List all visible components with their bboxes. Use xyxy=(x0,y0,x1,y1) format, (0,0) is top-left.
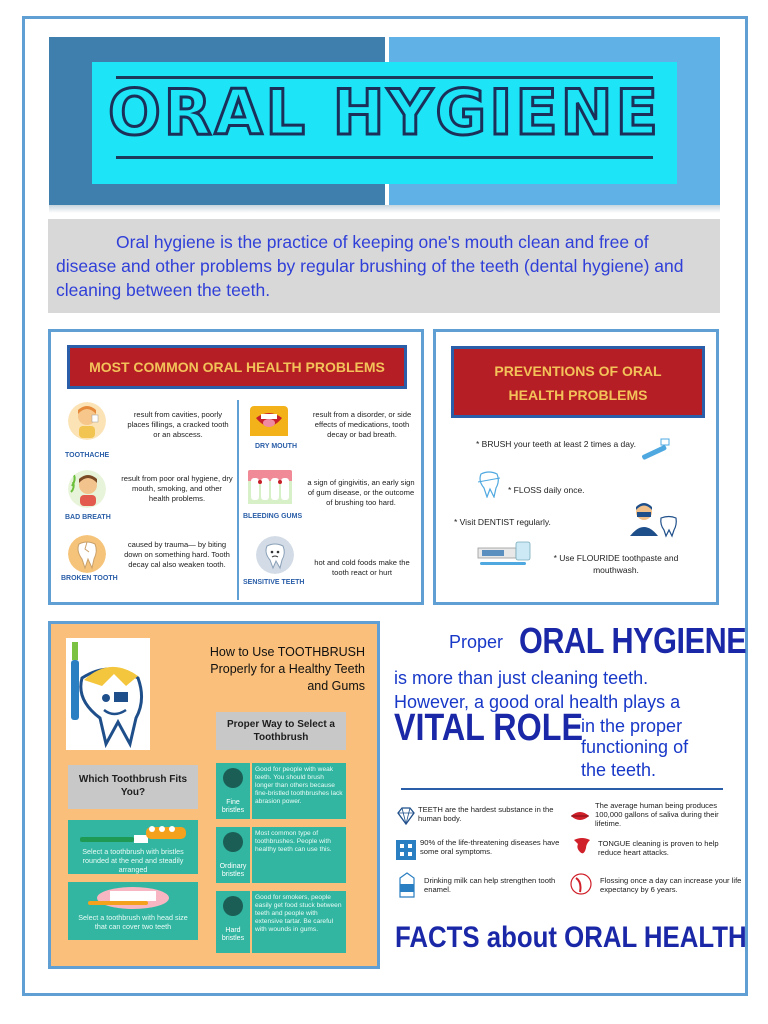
prevention-fluoride: * Use FLOURIDE toothpaste and mouthwash. xyxy=(553,553,679,575)
bristles-card xyxy=(68,820,198,874)
tongue-icon xyxy=(572,836,592,856)
bristles-card-text: Select a toothbrush with bristles rounded at the end and steadily arranged xyxy=(82,847,184,874)
grid-icon xyxy=(396,840,416,860)
fact-saliva: The average human being produces 100,000 gallons of saliva during their lifetime. xyxy=(595,801,719,828)
problems-divider xyxy=(237,400,239,600)
prevention-brush: * BRUSH your teeth at least 2 times a day. xyxy=(476,439,636,449)
hard-bristles-icon-box xyxy=(216,891,250,953)
toothache-label: TOOTHACHE xyxy=(65,452,110,459)
toothbrush-title xyxy=(155,644,365,695)
hard-bristles-icon xyxy=(223,896,243,916)
facts-divider xyxy=(401,788,723,790)
proper-word: Proper xyxy=(449,632,504,652)
broken-tooth-icon xyxy=(68,535,106,573)
prevention-dentist: * Visit DENTIST regularly. xyxy=(454,517,551,527)
fact-diseases: 90% of the life-threatening diseases have some oral symptoms. xyxy=(420,838,560,856)
broken-tooth-text: caused by trauma— by biting down on something hard. Tooth decay cal also weaken tooth. xyxy=(124,540,230,569)
fine-bristles-label: Fine bristles xyxy=(221,799,245,814)
fine-bristles-text: Good for people with weak teeth. You should brush longer than others because fine-bristled toothbrushes lack abrasion power. xyxy=(252,763,346,819)
definition-text: Oral hygiene is the practice of keeping one's mouth clean and free of disease and other problems by regular brushing of the teeth (dental hygiene) and cleaning between the teeth. xyxy=(56,232,684,300)
sensitive-teeth-icon xyxy=(256,536,294,574)
bad-breath-icon xyxy=(68,470,106,508)
tooth-mascot-icon xyxy=(66,638,150,750)
bleeding-gums-text: a sign of gingivitis, an early sign of gum disease, or the outcome of brushing too hard. xyxy=(307,478,415,507)
milk-icon xyxy=(396,872,418,898)
toothbrush-panel xyxy=(48,621,380,969)
banner-shadow xyxy=(49,205,720,213)
fine-bristles-icon xyxy=(223,768,243,788)
select-toothbrush-tag: Proper Way to Select a Toothbrush xyxy=(216,712,346,750)
toothbrush-icon xyxy=(639,436,673,462)
bad-breath-text: result from poor oral hygiene, dry mouth, smoking, and other health problems. xyxy=(121,474,233,503)
preventions-header-line1: PREVENTIONS OF ORAL xyxy=(494,363,662,379)
dry-mouth-icon xyxy=(250,406,288,444)
toothbrush-head-icon xyxy=(78,885,188,911)
toothbrush-title-line1: How to Use TOOTHBRUSH xyxy=(209,645,365,659)
toothbrush-title-line2: Properly for a Healthy Teeth xyxy=(210,662,365,676)
ordinary-bristles-text: Most common type of toothbrushes. People with healthy teeth can use this. xyxy=(252,827,346,883)
toothpaste-icon xyxy=(476,538,532,568)
fact-flossing: Flossing once a day can increase your life expectancy by 6 years. xyxy=(600,876,742,894)
rounded-bristles-icon xyxy=(78,823,188,847)
head-size-card-text: Select a toothbrush with head size that can cover two teeth xyxy=(78,913,188,931)
fact-tongue: TONGUE cleaning is proven to help reduce heart attacks. xyxy=(598,839,719,857)
vital-side-2: functioning of xyxy=(581,737,689,757)
ordinary-bristles-row xyxy=(216,827,346,883)
dentist-icon xyxy=(628,500,678,538)
which-toothbrush-tag: Which Toothbrush Fits You? xyxy=(68,765,198,809)
bleeding-gums-label: BLEEDING GUMS xyxy=(243,513,303,520)
vital-side-1: in the proper xyxy=(581,716,683,736)
hard-bristles-label: Hard bristles xyxy=(221,927,245,942)
prevention-floss: * FLOSS daily once. xyxy=(508,485,585,495)
hard-bristles-row xyxy=(216,891,346,953)
head-size-card xyxy=(68,882,198,940)
broken-tooth-label: BROKEN TOOTH xyxy=(61,575,118,582)
oral-hygiene-heading: ORAL HYGIENE xyxy=(519,620,747,661)
toothbrush-title-line3: and Gums xyxy=(307,679,365,693)
bad-breath-label: BAD BREATH xyxy=(65,514,111,521)
problems-panel xyxy=(48,329,424,605)
preventions-header-line2: HEALTH PROBLEMS xyxy=(508,387,648,403)
toothache-text: result from cavities, poorly places fillings, a cracked tooth or an abscess. xyxy=(127,410,229,439)
toothache-icon xyxy=(68,402,106,440)
vital-role-heading: VITAL ROLE xyxy=(394,707,584,749)
definition-box xyxy=(48,219,720,313)
sensitive-teeth-text: hot and cold foods make the tooth react or hurt xyxy=(314,558,410,577)
fine-bristles-icon-box xyxy=(216,763,250,819)
fact-teeth-hardest: TEETH are the hardest substance in the human body. xyxy=(418,805,554,823)
vital-side-3: the teeth. xyxy=(581,760,657,780)
proper-line-1: is more than just cleaning teeth. xyxy=(394,668,649,688)
facts-title: FACTS about ORAL HEALTH xyxy=(395,921,747,954)
proper-line-2: However, a good oral health plays a xyxy=(394,692,681,712)
floss-tooth-icon xyxy=(476,470,502,498)
problems-header: MOST COMMON ORAL HEALTH PROBLEMS xyxy=(67,345,407,389)
title-rule-bottom xyxy=(116,156,653,159)
preventions-header xyxy=(451,346,705,418)
fine-bristles-row xyxy=(216,763,346,819)
bleeding-gums-icon xyxy=(248,470,292,508)
sensitive-teeth-label: SENSITIVE TEETH xyxy=(243,579,305,586)
dry-mouth-text: result from a disorder, or side effects of medications, tooth decay or bad breath. xyxy=(312,410,412,439)
page-title: ORAL HYGIENE xyxy=(108,76,661,149)
hard-bristles-text: Good for smokers, people easily get food stuck between teeth and people with extensive tartar. Be careful with wounds in gums. xyxy=(252,891,346,953)
floss-icon xyxy=(570,872,592,896)
ordinary-bristles-icon xyxy=(223,832,243,852)
fact-milk: Drinking milk can help strengthen tooth enamel. xyxy=(424,876,556,894)
ordinary-bristles-icon-box xyxy=(216,827,250,883)
dry-mouth-label: DRY MOUTH xyxy=(255,443,297,450)
ordinary-bristles-label: Ordinary bristles xyxy=(219,863,247,878)
lips-icon xyxy=(570,806,590,826)
preventions-panel xyxy=(433,329,719,605)
diamond-icon xyxy=(396,806,416,826)
